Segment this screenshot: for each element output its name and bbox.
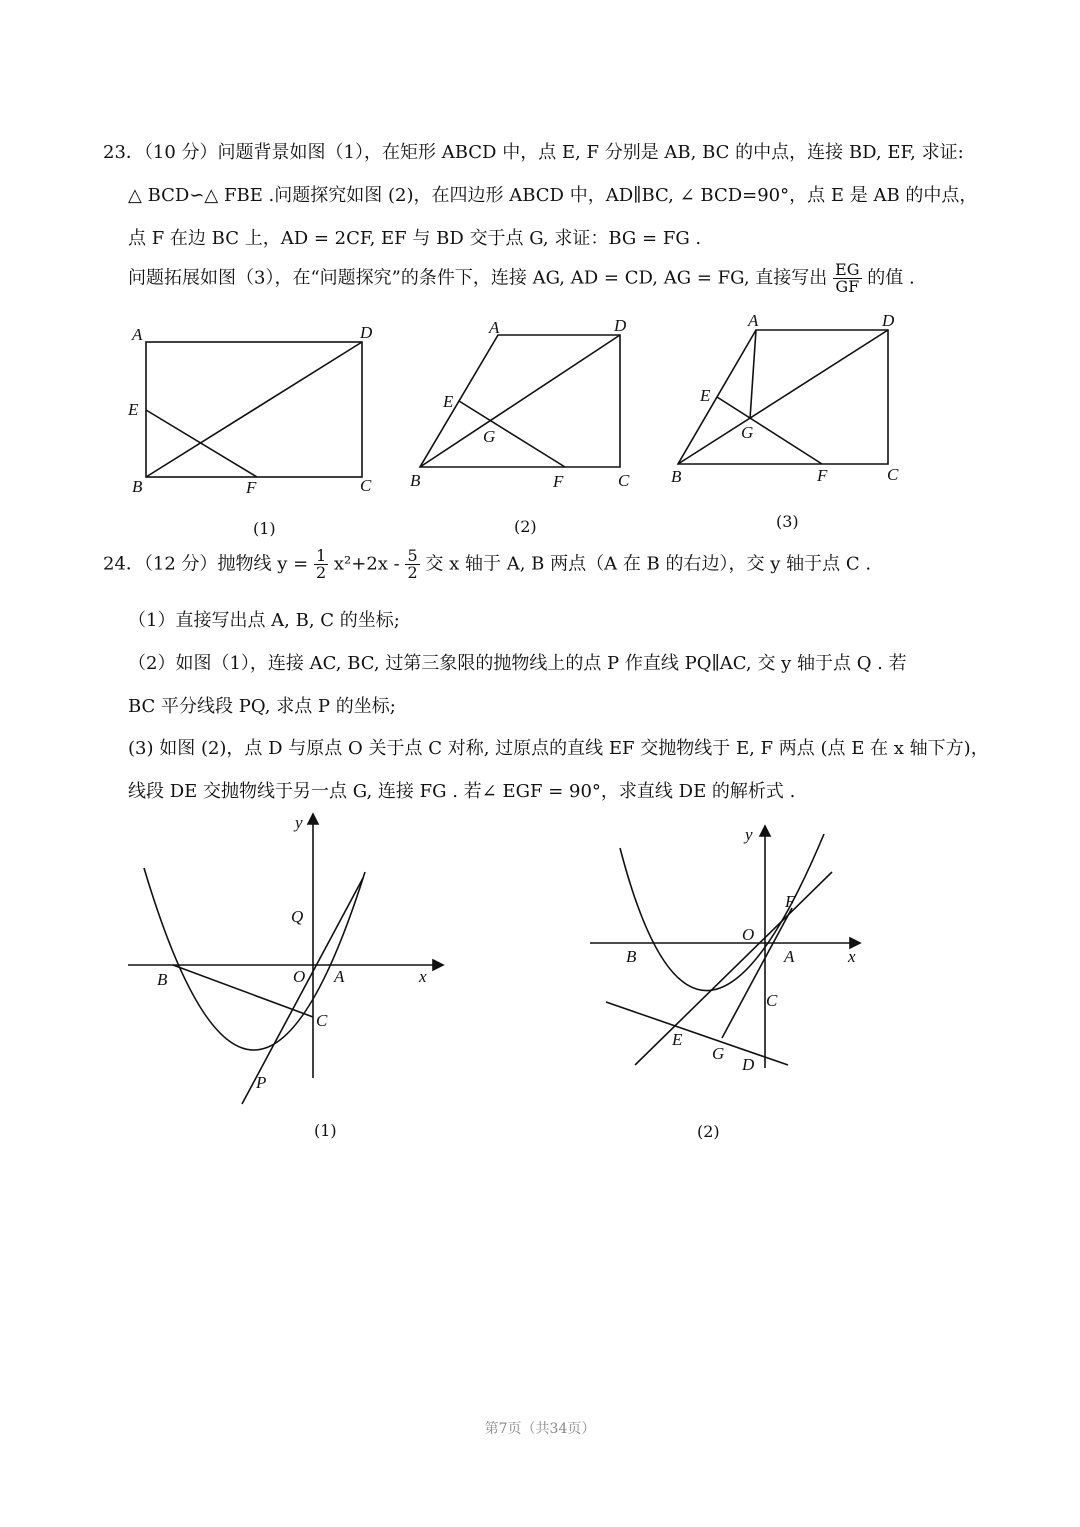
fig2-label-b: B <box>626 947 637 966</box>
fraction-five-half <box>405 548 419 581</box>
line-de <box>606 1002 788 1065</box>
q23-caption-3: (3) <box>776 512 799 531</box>
fig1-label-x: x <box>419 967 427 986</box>
eg-gf-fraction <box>833 262 861 295</box>
q23-line-1: 23．（10 分）问题背景如图（1），在矩形 ABCD 中，点 E, F 分别是 AB, BC 的中点，连接 BD, EF, 求证: <box>103 142 964 163</box>
parabola <box>620 834 824 991</box>
fig2-label-o: O <box>742 925 755 944</box>
f3-label-e: E <box>700 386 711 405</box>
fraction-one-half <box>314 548 328 581</box>
frac-num: EG <box>835 260 860 279</box>
seg-ag-3 <box>750 330 756 419</box>
q24-figure-1 <box>120 810 450 1110</box>
frac2-den: 2 <box>407 563 418 582</box>
q24-caption-1: (1) <box>314 1121 337 1140</box>
frac2-num: 5 <box>407 546 418 565</box>
frac-den: GF <box>835 277 860 296</box>
q23-line-4 <box>128 262 915 295</box>
line-ef <box>635 872 832 1065</box>
q23-caption-1: (1) <box>253 519 276 538</box>
frac1-num: 1 <box>315 546 327 565</box>
q24-figure-2 <box>580 820 880 1090</box>
q23-figures <box>120 315 920 515</box>
f1-label-f: F <box>246 478 257 497</box>
q24-caption-2: (2) <box>697 1122 720 1141</box>
fig1-label-p: P <box>256 1073 267 1092</box>
f3-label-d: D <box>882 315 895 330</box>
y-axis-arrow-icon <box>308 814 318 824</box>
seg-fg <box>722 908 792 1038</box>
q23-line-4-pre: 问题拓展如图（3），在“问题探究”的条件下，连接 AG, AD = CD, AG = FG, 直接写出 <box>128 267 828 289</box>
f2-label-c: C <box>618 471 630 490</box>
f2-label-b: B <box>410 471 421 490</box>
f3-label-c: C <box>887 465 899 484</box>
fig2-label-c: C <box>766 991 778 1010</box>
seg-ef-3 <box>717 397 822 464</box>
diag-bd <box>146 342 362 477</box>
fig2-label-g: G <box>712 1044 725 1063</box>
f1-label-d: D <box>360 323 373 342</box>
fig2-label-f: F <box>785 892 796 911</box>
fig1-label-c: C <box>316 1011 328 1030</box>
q23-line-4-post: 的值 . <box>867 267 915 289</box>
q24-part-2b: BC 平分线段 PQ, 求点 P 的坐标; <box>128 696 396 717</box>
f3-label-g: G <box>741 423 754 442</box>
f1-label-b: B <box>132 477 143 496</box>
q24-line-1 <box>103 548 871 581</box>
q24-line-1-post: 交 x 轴于 A, B 两点（A 在 B 的右边），交 y 轴于点 C . <box>425 553 872 575</box>
fig1-label-y: y <box>295 813 303 832</box>
fig2-label-y: y <box>745 825 753 844</box>
q24-part-3b: 线段 DE 交抛物线于另一点 G, 连接 FG . 若∠ EGF = 90°，求直线 DE 的解析式 . <box>128 781 796 802</box>
f2-label-d: D <box>614 316 627 335</box>
fig2-label-x: x <box>848 947 856 966</box>
f2-label-a: A <box>489 318 500 337</box>
f3-label-b: B <box>671 467 682 486</box>
q24-part-3a: (3) 如图 (2)，点 D 与原点 O 关于点 C 对称, 过原点的直线 EF 交抛物线于 E, F 两点 (点 E 在 x 轴下方)， <box>128 738 989 759</box>
fig2-label-d: D <box>742 1055 755 1074</box>
x-axis-arrow-icon <box>433 960 443 970</box>
f1-label-a: A <box>132 325 143 344</box>
f3-label-f: F <box>817 466 828 485</box>
f3-label-a: A <box>748 315 759 330</box>
f1-label-c: C <box>360 476 372 495</box>
f2-label-f: F <box>553 472 564 491</box>
fig1-label-b: B <box>157 970 168 989</box>
q23-caption-2: (2) <box>514 517 537 536</box>
q23-line-3: 点 F 在边 BC 上，AD = 2CF, EF 与 BD 交于点 G, 求证：BG = FG . <box>128 228 702 249</box>
seg-ef-2 <box>459 401 565 467</box>
y-axis-arrow-icon <box>760 826 770 836</box>
frac1-den: 2 <box>315 563 327 582</box>
f2-label-g: G <box>483 427 496 446</box>
q24-line-1-pre: 24．（12 分）抛物线 y = <box>103 553 309 575</box>
page-footer: 第7页（共34页） <box>484 1421 596 1437</box>
fig1-label-o: O <box>293 967 306 986</box>
q24-line-1-mid: x²+2x - <box>333 553 400 575</box>
q24-part-2a: （2）如图（1），连接 AC, BC, 过第三象限的抛物线上的点 P 作直线 PQ∥AC, 交 y 轴于点 Q . 若 <box>128 653 907 674</box>
f1-label-e: E <box>128 400 139 419</box>
q23-line-2: △ BCD∽△ FBE .问题探究如图 (2)，在四边形 ABCD 中，AD∥BC, ∠ BCD=90°，点 E 是 AB 的中点， <box>128 185 978 206</box>
f2-label-e: E <box>443 392 454 411</box>
fig2-label-e: E <box>672 1030 683 1049</box>
parabola <box>144 868 365 1050</box>
fig1-label-a: A <box>334 967 345 986</box>
fig2-label-a: A <box>784 947 795 966</box>
q24-part-1: （1）直接写出点 A, B, C 的坐标; <box>128 610 400 631</box>
fig1-label-q: Q <box>291 907 304 926</box>
